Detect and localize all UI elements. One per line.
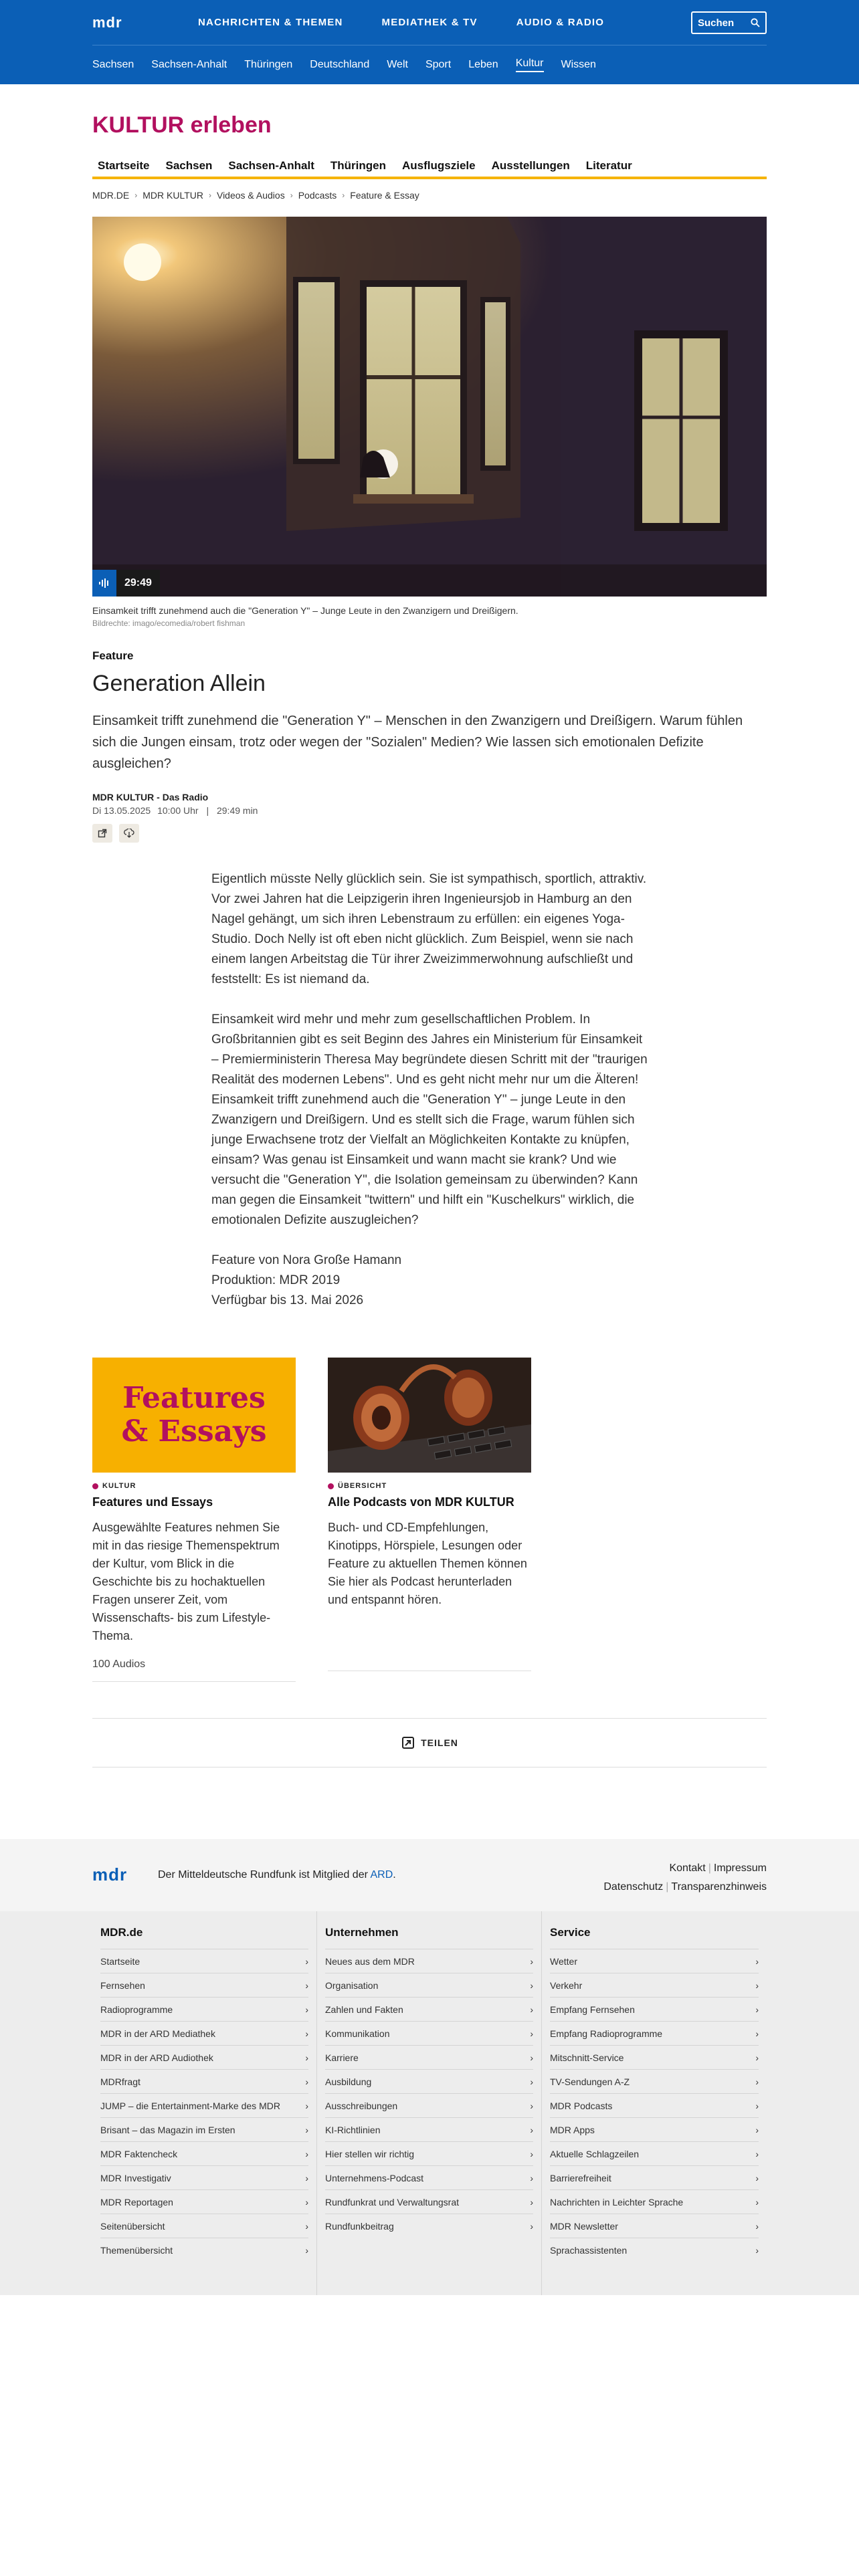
share-label: TEILEN bbox=[421, 1737, 458, 1748]
breadcrumb-item[interactable]: MDR KULTUR bbox=[142, 190, 203, 201]
footer-mdr-logo[interactable]: mdr bbox=[92, 1864, 128, 1885]
main-navigation bbox=[198, 17, 604, 28]
hero-image[interactable] bbox=[92, 217, 767, 597]
footer-legal-links bbox=[603, 1859, 767, 1897]
footer-link[interactable] bbox=[325, 2165, 533, 2189]
teaser-description: Ausgewählte Features nehmen Sie mit in das riesige Themenspektrum der Kultur, vom Blick in die Geschichte bis zu hochaktuellen Fragen unserer Zeit, vom Wissenschafts- bis zum Lifestyle-Thema. bbox=[92, 1521, 280, 1642]
footer-column-service bbox=[542, 1911, 767, 2295]
chevron-right-icon: › bbox=[208, 191, 211, 200]
footer-link[interactable] bbox=[100, 2141, 308, 2165]
footer-link[interactable] bbox=[100, 2021, 308, 2045]
article-meta bbox=[92, 805, 767, 816]
footer-link[interactable] bbox=[325, 2021, 533, 2045]
chevron-right-icon: › bbox=[305, 2244, 308, 2256]
chevron-right-icon: › bbox=[530, 2052, 533, 2063]
chevron-right-icon: › bbox=[755, 2244, 759, 2256]
subnav-kultur[interactable]: Kultur bbox=[516, 58, 544, 72]
subnav-sport[interactable]: Sport bbox=[425, 58, 452, 70]
chevron-right-icon: › bbox=[530, 2028, 533, 2039]
divider bbox=[92, 1681, 296, 1682]
footer-link[interactable] bbox=[550, 2141, 759, 2165]
chevron-right-icon: › bbox=[305, 1979, 308, 1991]
footer-column-mdr bbox=[92, 1911, 317, 2295]
image-caption: Einsamkeit trifft zunehmend auch die "Generation Y" – Junge Leute in den Zwanzigern und Dreißigern. bbox=[92, 605, 518, 616]
article-time: 10:00 Uhr bbox=[157, 805, 199, 816]
chevron-right-icon: › bbox=[755, 2028, 759, 2039]
meta-separator: | bbox=[206, 805, 209, 816]
footer-link[interactable] bbox=[100, 2117, 308, 2141]
footer-link-label: Fernsehen bbox=[100, 1979, 145, 1991]
footer-link-label: Rundfunkbeitrag bbox=[325, 2220, 394, 2232]
share-button[interactable] bbox=[92, 1718, 767, 1767]
footer-link-label: Empfang Radioprogramme bbox=[550, 2028, 663, 2039]
teaser-tag bbox=[92, 1482, 296, 1490]
link-separator: | bbox=[708, 1862, 711, 1874]
mainnav-nachrichten[interactable]: NACHRICHTEN & THEMEN bbox=[198, 17, 343, 28]
chevron-right-icon: › bbox=[755, 2172, 759, 2183]
chevron-right-icon: › bbox=[530, 2076, 533, 2087]
membership-text: Der Mitteldeutsche Rundfunk ist Mitglied der bbox=[158, 1869, 368, 1881]
footer-link-kontakt[interactable]: Kontakt bbox=[669, 1862, 706, 1874]
footer-link-label: MDR Podcasts bbox=[550, 2100, 613, 2111]
footer-link[interactable] bbox=[100, 2045, 308, 2069]
chevron-right-icon: › bbox=[305, 2004, 308, 2015]
breadcrumb-item[interactable]: Feature & Essay bbox=[350, 190, 419, 201]
footer-link-label: Empfang Fernsehen bbox=[550, 2004, 635, 2015]
open-external-button[interactable] bbox=[92, 824, 112, 843]
footer-link[interactable] bbox=[100, 2165, 308, 2189]
teaser-title[interactable]: Features und Essays bbox=[92, 1495, 213, 1509]
footer-link-label: Barrierefreiheit bbox=[550, 2172, 611, 2183]
footer-link[interactable] bbox=[550, 1997, 759, 2021]
subnav-leben[interactable]: Leben bbox=[468, 58, 498, 70]
chevron-right-icon: › bbox=[530, 2100, 533, 2111]
footer-link[interactable] bbox=[100, 1997, 308, 2021]
section-nav-thueringen[interactable]: Thüringen bbox=[330, 159, 387, 172]
section-nav-ausflugsziele[interactable]: Ausflugsziele bbox=[402, 159, 476, 172]
image-credit: Bildrechte: imago/ecomedia/robert fishman bbox=[92, 619, 246, 628]
breadcrumb bbox=[92, 189, 767, 202]
teaser-card[interactable] bbox=[92, 1358, 296, 1682]
article-date: Di 13.05.2025 bbox=[92, 805, 151, 816]
footer-link[interactable] bbox=[100, 2214, 308, 2238]
chevron-right-icon: › bbox=[530, 1955, 533, 1967]
footer-column-title: MDR.de bbox=[100, 1926, 143, 1939]
footer-link-label: MDR Newsletter bbox=[550, 2220, 618, 2232]
footer-columns bbox=[0, 1911, 859, 2295]
footer-link-label: Startseite bbox=[100, 1955, 140, 1967]
footer-link[interactable] bbox=[325, 1973, 533, 1997]
download-icon bbox=[124, 829, 134, 838]
footer-link-label: Mitschnitt-Service bbox=[550, 2052, 624, 2063]
section-nav-sachsen-anhalt[interactable]: Sachsen-Anhalt bbox=[228, 159, 314, 172]
footer-link-label: Brisant – das Magazin im Ersten bbox=[100, 2124, 235, 2135]
footer-column-title: Unternehmen bbox=[325, 1926, 399, 1939]
headphones-illustration bbox=[328, 1358, 531, 1473]
footer-link-label: Nachrichten in Leichter Sprache bbox=[550, 2196, 684, 2208]
chevron-right-icon: › bbox=[755, 2004, 759, 2015]
footer-link[interactable] bbox=[100, 2238, 308, 2262]
credit-author: Feature von Nora Große Hamann bbox=[211, 1253, 402, 1267]
region-navigation bbox=[92, 45, 767, 84]
footer-link-label: Zahlen und Fakten bbox=[325, 2004, 403, 2015]
subnav-wissen[interactable]: Wissen bbox=[561, 58, 596, 70]
chevron-right-icon: › bbox=[530, 2124, 533, 2135]
subnav-deutschland[interactable]: Deutschland bbox=[310, 58, 370, 70]
footer-link[interactable] bbox=[550, 2093, 759, 2117]
footer-link[interactable] bbox=[325, 2069, 533, 2093]
footer-link[interactable] bbox=[325, 2045, 533, 2069]
article-title: Generation Allein bbox=[92, 671, 266, 696]
audio-actions bbox=[92, 824, 767, 843]
footer-link[interactable] bbox=[550, 2189, 759, 2214]
footer-link-label: TV-Sendungen A-Z bbox=[550, 2076, 630, 2087]
footer-link[interactable] bbox=[325, 1949, 533, 1973]
footer-link[interactable] bbox=[325, 2117, 533, 2141]
site-header bbox=[0, 0, 859, 84]
footer-link-label: Unternehmens-Podcast bbox=[325, 2172, 424, 2183]
footer-link-label: Radioprogramme bbox=[100, 2004, 173, 2015]
chevron-right-icon: › bbox=[530, 2172, 533, 2183]
footer-link[interactable] bbox=[550, 2238, 759, 2262]
chevron-right-icon: › bbox=[305, 1955, 308, 1967]
audio-duration-badge[interactable] bbox=[92, 570, 160, 597]
footer-link-transparenz[interactable]: Transparenzhinweis bbox=[671, 1881, 767, 1893]
search-button[interactable] bbox=[691, 11, 767, 34]
footer-link-label: Ausschreibungen bbox=[325, 2100, 398, 2111]
footer-link-label: Rundfunkrat und Verwaltungsrat bbox=[325, 2196, 460, 2208]
footer-link[interactable] bbox=[100, 2189, 308, 2214]
chevron-right-icon: › bbox=[755, 1955, 759, 1967]
article-kicker: Feature bbox=[92, 649, 134, 662]
image-text-line: & Essays bbox=[121, 1414, 267, 1448]
footer-link-label: Organisation bbox=[325, 1979, 379, 1991]
tag-dot-icon bbox=[92, 1483, 98, 1489]
footer-membership bbox=[158, 1869, 396, 1881]
chevron-right-icon: › bbox=[305, 2028, 308, 2039]
image-text-line: Features bbox=[122, 1381, 266, 1415]
chevron-right-icon: › bbox=[530, 2196, 533, 2208]
article-credits bbox=[211, 1251, 653, 1311]
mdr-logo[interactable]: mdr bbox=[92, 13, 122, 31]
chevron-right-icon: › bbox=[530, 2148, 533, 2159]
mainnav-mediathek[interactable]: MEDIATHEK & TV bbox=[381, 17, 478, 28]
teaser-image[interactable] bbox=[92, 1358, 296, 1473]
chevron-right-icon: › bbox=[305, 2196, 308, 2208]
footer-link[interactable] bbox=[100, 2069, 308, 2093]
footer-link[interactable] bbox=[550, 2117, 759, 2141]
footer-link[interactable] bbox=[550, 1973, 759, 1997]
chevron-right-icon: › bbox=[755, 2100, 759, 2111]
footer-link[interactable] bbox=[550, 2069, 759, 2093]
footer-link-label: MDR Apps bbox=[550, 2124, 595, 2135]
chevron-right-icon: › bbox=[305, 2124, 308, 2135]
article-paragraph: Einsamkeit wird mehr und mehr zum gesellschaftlichen Problem. In Großbritannien gibt es seit Beginn des Jahres ein Ministerium für Einsamkeit – Premierministerin Theresa May begründete diesen Schritt mit der "traurigen Realität des modernen Lebens". Und es geht nicht mehr nur um die Älteren! Einsamkeit trifft zunehmend auch die "Generation Y" – junge Leute in den Zwanzigern und Dreißigern. Und es stellt sich die Frage, warum fühlen sich junge Erwachsene trotz der Vielfalt an Möglichkeiten Kontakte zu knüpfen, einsam? Was genau ist Einsamkeit und wann macht sie krank? Und wie versucht die "Generation Y", die Isolation gemeinsam zu überwinden? Kann man gegen die Einsamkeit "twittern" und hilft ein "Kuschelkurs" wirklich, die emotionalen Defizite auszugleichen? bbox=[211, 1012, 648, 1227]
footer-link[interactable] bbox=[325, 2189, 533, 2214]
chevron-right-icon: › bbox=[755, 2052, 759, 2063]
footer-link-label: MDR in der ARD Audiothek bbox=[100, 2052, 213, 2063]
section-nav-ausstellungen[interactable]: Ausstellungen bbox=[491, 159, 570, 172]
footer-link-label: Karriere bbox=[325, 2052, 359, 2063]
subnav-sachsen-anhalt[interactable]: Sachsen-Anhalt bbox=[151, 58, 227, 70]
article-body bbox=[211, 869, 653, 1311]
footer-link[interactable] bbox=[100, 1949, 308, 1973]
section-title[interactable]: KULTUR erleben bbox=[92, 112, 272, 138]
audio-duration: 29:49 bbox=[124, 577, 152, 588]
footer-link-label: Ausbildung bbox=[325, 2076, 372, 2087]
footer-link[interactable] bbox=[325, 2214, 533, 2238]
article-paragraph: Eigentlich müsste Nelly glücklich sein. Sie ist sympathisch, sportlich, attraktiv. Vor zwei Jahren hat die Leipzigerin ihren Ingenieursjob in Hamburg an den Nagel gehängt, um sich ihren Lebenstraum zu erfüllen: ein eigenes Yoga-Studio. Doch Nelly ist oft eben nicht glücklich. Zum Beispiel, wenn sie nach einem langen Arbeitstag die Tür ihrer Zweizimmerwohnung aufschließt und feststellt: Es ist niemand da. bbox=[211, 872, 647, 986]
chevron-right-icon: › bbox=[530, 2004, 533, 2015]
breadcrumb-item[interactable]: Videos & Audios bbox=[216, 190, 285, 201]
subnav-thueringen[interactable]: Thüringen bbox=[244, 58, 293, 70]
ard-link[interactable]: ARD bbox=[370, 1869, 393, 1881]
footer-link-label: MDR Investigativ bbox=[100, 2172, 171, 2183]
chevron-right-icon: › bbox=[755, 2076, 759, 2087]
footer-link-impressum[interactable]: Impressum bbox=[713, 1862, 767, 1874]
chevron-right-icon: › bbox=[342, 191, 345, 200]
footer-column-unternehmen bbox=[317, 1911, 542, 2295]
section-navigation bbox=[92, 159, 767, 177]
membership-end: . bbox=[393, 1869, 396, 1881]
footer-link-label: KI-Richtlinien bbox=[325, 2124, 381, 2135]
section-nav-startseite[interactable]: Startseite bbox=[98, 159, 150, 172]
chevron-right-icon: › bbox=[305, 2220, 308, 2232]
teaser-tag-label: KULTUR bbox=[102, 1482, 136, 1490]
chevron-right-icon: › bbox=[305, 2148, 308, 2159]
footer-link-label: Verkehr bbox=[550, 1979, 583, 1991]
footer-link[interactable] bbox=[550, 2214, 759, 2238]
chevron-right-icon: › bbox=[530, 2220, 533, 2232]
footer-top bbox=[0, 1839, 859, 1911]
chevron-right-icon: › bbox=[134, 191, 138, 200]
section-nav-literatur[interactable]: Literatur bbox=[585, 159, 632, 172]
footer-link-label: Hier stellen wir richtig bbox=[325, 2148, 415, 2159]
footer-link-label: MDR Reportagen bbox=[100, 2196, 173, 2208]
article-teaser: Einsamkeit trifft zunehmend die "Generation Y" – Menschen in den Zwanzigern und Dreißigern. Warum fühlen sich die Jungen einsam, trotz oder wegen der "Sozialen" Medien? Wie lassen sich emotionalen Defizite ausgleichen? bbox=[92, 714, 743, 771]
teaser-tag bbox=[328, 1482, 531, 1490]
teaser-title[interactable]: Alle Podcasts von MDR KULTUR bbox=[328, 1495, 514, 1509]
chevron-right-icon: › bbox=[290, 191, 293, 200]
chevron-right-icon: › bbox=[305, 2172, 308, 2183]
footer-link[interactable] bbox=[100, 1973, 308, 1997]
search-label: Suchen bbox=[698, 17, 735, 29]
teaser-count: 100 Audios bbox=[92, 1658, 146, 1670]
subnav-sachsen[interactable]: Sachsen bbox=[92, 58, 134, 70]
share-icon bbox=[401, 1735, 415, 1750]
footer-link-label: Neues aus dem MDR bbox=[325, 1955, 415, 1967]
credit-availability: Verfügbar bis 13. Mai 2026 bbox=[211, 1293, 364, 1307]
footer-link-label: Sprachassistenten bbox=[550, 2244, 628, 2256]
subnav-welt[interactable]: Welt bbox=[387, 58, 408, 70]
credit-production: Produktion: MDR 2019 bbox=[211, 1273, 341, 1287]
hero-illustration bbox=[92, 217, 767, 597]
footer-link[interactable] bbox=[325, 2141, 533, 2165]
footer-link-label: MDRfragt bbox=[100, 2076, 140, 2087]
teaser-image[interactable] bbox=[328, 1358, 531, 1473]
external-link-icon bbox=[98, 829, 107, 838]
footer-link-label: Seitenübersicht bbox=[100, 2220, 165, 2232]
footer-link[interactable] bbox=[100, 2093, 308, 2117]
mainnav-audio[interactable]: AUDIO & RADIO bbox=[516, 17, 605, 28]
footer-link-label: Wetter bbox=[550, 1955, 577, 1967]
chevron-right-icon: › bbox=[305, 2076, 308, 2087]
article-source: MDR KULTUR - Das Radio bbox=[92, 792, 209, 802]
search-icon bbox=[751, 18, 760, 27]
download-button[interactable] bbox=[119, 824, 139, 843]
footer-link-label: MDR Faktencheck bbox=[100, 2148, 178, 2159]
footer-link-datenschutz[interactable]: Datenschutz bbox=[603, 1881, 664, 1893]
footer-link-label: JUMP – die Entertainment-Marke des MDR bbox=[100, 2100, 280, 2111]
chevron-right-icon: › bbox=[755, 2220, 759, 2232]
breadcrumb-item[interactable]: MDR.DE bbox=[92, 190, 130, 201]
footer-column-title: Service bbox=[550, 1926, 591, 1939]
footer-link[interactable] bbox=[550, 2165, 759, 2189]
chevron-right-icon: › bbox=[530, 1979, 533, 1991]
link-separator: | bbox=[666, 1881, 669, 1893]
teaser-description: Buch- und CD-Empfehlungen, Kinotipps, Hörspiele, Lesungen oder Feature zu aktuellen Themen können Sie hier als Podcast herunterladen und entspannt hören. bbox=[328, 1521, 527, 1606]
footer-link-label: Aktuelle Schlagzeilen bbox=[550, 2148, 640, 2159]
chevron-right-icon: › bbox=[755, 2196, 759, 2208]
footer-link[interactable] bbox=[325, 1997, 533, 2021]
footer-link[interactable] bbox=[325, 2093, 533, 2117]
footer-link-label: Themenübersicht bbox=[100, 2244, 173, 2256]
related-teasers bbox=[92, 1358, 767, 1682]
teaser-tag-label: ÜBERSICHT bbox=[338, 1482, 387, 1490]
footer-link-label: MDR in der ARD Mediathek bbox=[100, 2028, 215, 2039]
section-nav-sachsen[interactable]: Sachsen bbox=[165, 159, 213, 172]
audio-icon bbox=[92, 570, 116, 597]
article-length: 29:49 min bbox=[216, 805, 258, 816]
footer-link-label: Kommunikation bbox=[325, 2028, 390, 2039]
section-nav-underline bbox=[92, 177, 767, 179]
footer-link[interactable] bbox=[550, 1949, 759, 1973]
chevron-right-icon: › bbox=[305, 2100, 308, 2111]
footer-link[interactable] bbox=[550, 2045, 759, 2069]
breadcrumb-item[interactable]: Podcasts bbox=[298, 190, 337, 201]
footer-link[interactable] bbox=[550, 2021, 759, 2045]
chevron-right-icon: › bbox=[755, 2148, 759, 2159]
chevron-right-icon: › bbox=[755, 1979, 759, 1991]
teaser-card[interactable] bbox=[328, 1358, 531, 1682]
chevron-right-icon: › bbox=[755, 2124, 759, 2135]
chevron-right-icon: › bbox=[305, 2052, 308, 2063]
tag-dot-icon bbox=[328, 1483, 334, 1489]
